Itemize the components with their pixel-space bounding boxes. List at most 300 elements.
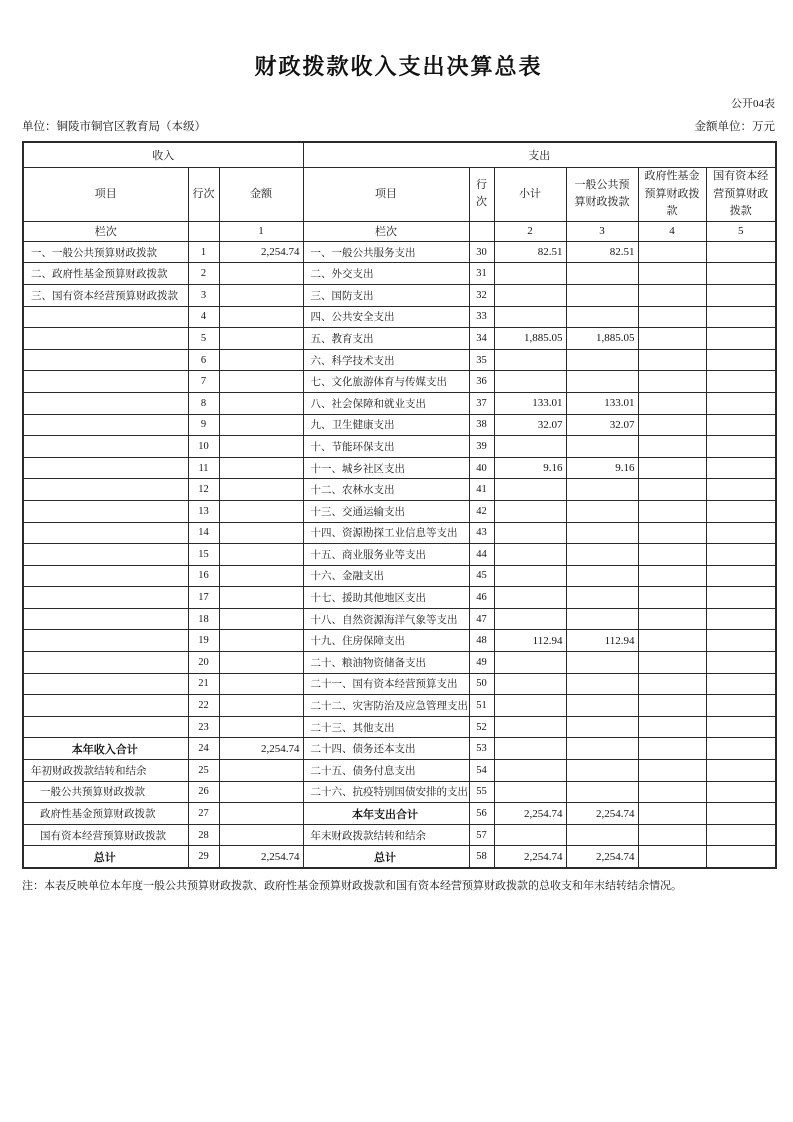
expenditure-subtotal-cell: [494, 824, 566, 846]
income-line-cell: 2: [188, 263, 219, 285]
expenditure-general-budget-cell: [566, 263, 638, 285]
expenditure-general-budget-cell: [566, 306, 638, 328]
expenditure-subtotal-cell: 112.94: [494, 630, 566, 652]
income-section-header: 收入: [23, 142, 303, 168]
expenditure-subtotal-cell: [494, 544, 566, 566]
expenditure-line-cell: 41: [469, 479, 494, 501]
expenditure-state-capital-cell: [706, 587, 776, 609]
expenditure-item-cell: 十、节能环保支出: [303, 436, 469, 458]
expenditure-general-budget-cell: [566, 738, 638, 760]
table-row: [23, 436, 776, 458]
expenditure-gov-fund-cell: [638, 306, 706, 328]
income-item-cell: 本年收入合计: [23, 738, 188, 760]
expenditure-state-capital-cell: [706, 760, 776, 782]
expenditure-line-cell: 31: [469, 263, 494, 285]
table-row: [23, 522, 776, 544]
unit-label: 单位：铜陵市铜官区教育局（本级）: [22, 121, 206, 133]
table-row: [23, 392, 776, 414]
expenditure-subtotal-cell: [494, 371, 566, 393]
income-amount-cell: [219, 436, 303, 458]
expenditure-gov-fund-cell: [638, 652, 706, 674]
income-item-cell: [23, 414, 188, 436]
income-amount-cell: [219, 544, 303, 566]
expenditure-state-capital-cell: [706, 695, 776, 717]
income-line-cell: 17: [188, 587, 219, 609]
income-amount-cell: [219, 608, 303, 630]
expenditure-subtotal-cell: 1,885.05: [494, 328, 566, 350]
expenditure-line-cell: 43: [469, 522, 494, 544]
expenditure-item-cell: 一、一般公共服务支出: [303, 241, 469, 263]
table-row: [23, 846, 776, 868]
expenditure-state-capital-cell: [706, 824, 776, 846]
expenditure-item-cell: 八、社会保障和就业支出: [303, 392, 469, 414]
expenditure-line-cell: 58: [469, 846, 494, 868]
expenditure-general-budget-index: 3: [566, 221, 638, 241]
expenditure-general-budget-cell: 2,254.74: [566, 803, 638, 825]
expenditure-gov-fund-cell: [638, 738, 706, 760]
income-line-cell: 29: [188, 846, 219, 868]
expenditure-line-cell: 33: [469, 306, 494, 328]
income-amount-cell: 2,254.74: [219, 846, 303, 868]
expenditure-subtotal-cell: [494, 349, 566, 371]
footnote: 注：本表反映单位本年度一般公共预算财政拨款、政府性基金预算财政拨款和国有资本经营预算财政拨款的总收支和年末结转结余情况。: [22, 880, 682, 892]
expenditure-subtotal-cell: [494, 652, 566, 674]
expenditure-general-budget-cell: [566, 716, 638, 738]
expenditure-gov-fund-cell: [638, 544, 706, 566]
income-line-cell: 23: [188, 716, 219, 738]
expenditure-general-budget-cell: [566, 349, 638, 371]
expenditure-item-cell: 十六、金融支出: [303, 565, 469, 587]
expenditure-general-budget-cell: [566, 522, 638, 544]
income-amount-cell: [219, 284, 303, 306]
expenditure-general-budget-cell: 112.94: [566, 630, 638, 652]
income-item-cell: 二、政府性基金预算财政拨款: [23, 263, 188, 285]
amount-unit-label: 金额单位：万元: [694, 121, 775, 133]
expenditure-state-capital-cell: [706, 500, 776, 522]
expenditure-item-cell: 二十六、抗疫特别国债安排的支出: [303, 781, 469, 803]
expenditure-subtotal-cell: [494, 587, 566, 609]
expenditure-general-budget-cell: 32.07: [566, 414, 638, 436]
income-item-cell: [23, 630, 188, 652]
expenditure-general-budget-cell: [566, 500, 638, 522]
expenditure-item-cell: 十五、商业服务业等支出: [303, 544, 469, 566]
expenditure-item-header: 项目: [303, 168, 469, 222]
income-amount-cell: [219, 371, 303, 393]
expenditure-subtotal-cell: [494, 522, 566, 544]
expenditure-gov-fund-cell: [638, 392, 706, 414]
table-row: [23, 824, 776, 846]
expenditure-line-cell: 50: [469, 673, 494, 695]
expenditure-line-cell: 38: [469, 414, 494, 436]
income-item-cell: 三、国有资本经营预算财政拨款: [23, 284, 188, 306]
expenditure-state-capital-cell: [706, 608, 776, 630]
expenditure-state-capital-cell: [706, 371, 776, 393]
expenditure-item-cell: 总计: [303, 846, 469, 868]
section-header-row: [23, 142, 776, 168]
expenditure-state-capital-cell: [706, 241, 776, 263]
table-row: [23, 565, 776, 587]
expenditure-gov-fund-cell: [638, 716, 706, 738]
income-item-cell: [23, 306, 188, 328]
table-row: [23, 500, 776, 522]
expenditure-item-cell: 三、国防支出: [303, 284, 469, 306]
income-amount-cell: 2,254.74: [219, 738, 303, 760]
table-row: [23, 803, 776, 825]
income-amount-cell: [219, 414, 303, 436]
expenditure-general-budget-cell: [566, 695, 638, 717]
income-line-cell: 4: [188, 306, 219, 328]
table-row: [23, 457, 776, 479]
income-item-cell: [23, 457, 188, 479]
expenditure-state-capital-cell: [706, 349, 776, 371]
expenditure-general-budget-cell: 82.51: [566, 241, 638, 263]
income-item-cell: [23, 392, 188, 414]
expenditure-general-budget-cell: [566, 652, 638, 674]
expenditure-item-cell: 二十四、债务还本支出: [303, 738, 469, 760]
income-line-cell: 1: [188, 241, 219, 263]
table-row: [23, 630, 776, 652]
expenditure-line-cell: 39: [469, 436, 494, 458]
expenditure-line-cell: 44: [469, 544, 494, 566]
expenditure-gov-fund-cell: [638, 803, 706, 825]
expenditure-state-capital-cell: [706, 673, 776, 695]
expenditure-subtotal-cell: [494, 781, 566, 803]
expenditure-general-budget-cell: [566, 760, 638, 782]
table-row: [23, 652, 776, 674]
income-line-cell: 13: [188, 500, 219, 522]
income-item-cell: [23, 608, 188, 630]
income-line-cell: 11: [188, 457, 219, 479]
expenditure-line-index: [469, 221, 494, 241]
expenditure-subtotal-cell: [494, 608, 566, 630]
expenditure-gov-fund-cell: [638, 436, 706, 458]
expenditure-line-header: 行次: [469, 168, 494, 222]
expenditure-subtotal-cell: 9.16: [494, 457, 566, 479]
expenditure-gov-fund-cell: [638, 263, 706, 285]
expenditure-state-capital-header: 国有资本经营预算财政拨款: [706, 168, 776, 222]
income-amount-cell: [219, 565, 303, 587]
income-item-cell: [23, 673, 188, 695]
table-row: [23, 263, 776, 285]
expenditure-section-header: 支出: [303, 142, 776, 168]
expenditure-state-capital-cell: [706, 716, 776, 738]
income-line-cell: 24: [188, 738, 219, 760]
expenditure-item-cell: 十二、农林水支出: [303, 479, 469, 501]
income-item-cell: [23, 436, 188, 458]
income-item-cell: [23, 716, 188, 738]
income-line-cell: 27: [188, 803, 219, 825]
expenditure-gov-fund-cell: [638, 457, 706, 479]
expenditure-item-cell: 七、文化旅游体育与传媒支出: [303, 371, 469, 393]
expenditure-state-capital-cell: [706, 565, 776, 587]
expenditure-item-cell: 十七、援助其他地区支出: [303, 587, 469, 609]
income-amount-index: 1: [219, 221, 303, 241]
expenditure-gov-fund-cell: [638, 695, 706, 717]
meta-row: [22, 118, 775, 134]
expenditure-general-budget-cell: [566, 608, 638, 630]
expenditure-line-cell: 48: [469, 630, 494, 652]
income-line-cell: 14: [188, 522, 219, 544]
expenditure-general-budget-cell: [566, 587, 638, 609]
expenditure-line-cell: 57: [469, 824, 494, 846]
income-item-cell: [23, 371, 188, 393]
income-line-cell: 20: [188, 652, 219, 674]
expenditure-subtotal-cell: [494, 479, 566, 501]
income-item-cell: 年初财政拨款结转和结余: [23, 760, 188, 782]
expenditure-general-budget-cell: 1,885.05: [566, 328, 638, 350]
expenditure-line-cell: 35: [469, 349, 494, 371]
expenditure-state-capital-cell: [706, 263, 776, 285]
expenditure-state-capital-index: 5: [706, 221, 776, 241]
table-row: [23, 673, 776, 695]
expenditure-item-cell: 五、教育支出: [303, 328, 469, 350]
expenditure-general-budget-cell: [566, 284, 638, 306]
income-amount-cell: [219, 824, 303, 846]
income-line-cell: 21: [188, 673, 219, 695]
income-amount-cell: [219, 457, 303, 479]
expenditure-subtotal-cell: [494, 500, 566, 522]
expenditure-line-cell: 30: [469, 241, 494, 263]
income-item-cell: [23, 522, 188, 544]
income-item-cell: 国有资本经营预算财政拨款: [23, 824, 188, 846]
income-amount-cell: [219, 760, 303, 782]
expenditure-gov-fund-cell: [638, 241, 706, 263]
column-header-row: [23, 168, 776, 222]
expenditure-gov-fund-cell: [638, 673, 706, 695]
expenditure-line-cell: 46: [469, 587, 494, 609]
expenditure-state-capital-cell: [706, 306, 776, 328]
expenditure-line-cell: 42: [469, 500, 494, 522]
income-line-cell: 19: [188, 630, 219, 652]
income-line-cell: 28: [188, 824, 219, 846]
income-line-cell: 25: [188, 760, 219, 782]
expenditure-item-cell: 十八、自然资源海洋气象等支出: [303, 608, 469, 630]
expenditure-state-capital-cell: [706, 630, 776, 652]
table-body: [23, 241, 776, 868]
expenditure-subtotal-cell: [494, 436, 566, 458]
table-row: [23, 760, 776, 782]
expenditure-gov-fund-cell: [638, 824, 706, 846]
expenditure-gov-fund-cell: [638, 371, 706, 393]
income-amount-header: 金额: [219, 168, 303, 222]
expenditure-item-cell: 九、卫生健康支出: [303, 414, 469, 436]
income-item-cell: [23, 565, 188, 587]
table-row: [23, 284, 776, 306]
expenditure-subtotal-cell: [494, 673, 566, 695]
expenditure-subtotal-cell: [494, 738, 566, 760]
income-line-cell: 7: [188, 371, 219, 393]
income-amount-cell: [219, 652, 303, 674]
income-amount-cell: [219, 500, 303, 522]
expenditure-line-cell: 49: [469, 652, 494, 674]
income-amount-cell: [219, 306, 303, 328]
income-line-cell: 22: [188, 695, 219, 717]
income-line-cell: 8: [188, 392, 219, 414]
income-amount-cell: [219, 522, 303, 544]
expenditure-state-capital-cell: [706, 652, 776, 674]
income-item-cell: [23, 652, 188, 674]
income-line-cell: 18: [188, 608, 219, 630]
fiscal-allocation-table: [22, 141, 777, 869]
table-row: [23, 716, 776, 738]
expenditure-general-budget-cell: 9.16: [566, 457, 638, 479]
expenditure-item-cell: 年末财政拨款结转和结余: [303, 824, 469, 846]
expenditure-state-capital-cell: [706, 781, 776, 803]
expenditure-gov-fund-cell: [638, 608, 706, 630]
table-row: [23, 608, 776, 630]
table-row: [23, 328, 776, 350]
income-item-cell: 政府性基金预算财政拨款: [23, 803, 188, 825]
income-amount-cell: [219, 587, 303, 609]
expenditure-item-cell: 二、外交支出: [303, 263, 469, 285]
expenditure-general-budget-cell: [566, 544, 638, 566]
expenditure-general-budget-cell: [566, 371, 638, 393]
income-item-cell: 总计: [23, 846, 188, 868]
expenditure-line-cell: 51: [469, 695, 494, 717]
expenditure-gov-fund-cell: [638, 500, 706, 522]
expenditure-item-cell: 二十一、国有资本经营预算支出: [303, 673, 469, 695]
expenditure-state-capital-cell: [706, 436, 776, 458]
expenditure-line-cell: 53: [469, 738, 494, 760]
income-item-cell: [23, 587, 188, 609]
income-amount-cell: [219, 630, 303, 652]
expenditure-subtotal-cell: [494, 284, 566, 306]
expenditure-state-capital-cell: [706, 284, 776, 306]
expenditure-line-cell: 40: [469, 457, 494, 479]
expenditure-state-capital-cell: [706, 479, 776, 501]
expenditure-subtotal-cell: [494, 263, 566, 285]
expenditure-subtotal-cell: 32.07: [494, 414, 566, 436]
table-row: [23, 587, 776, 609]
income-amount-cell: 2,254.74: [219, 241, 303, 263]
expenditure-subtotal-cell: [494, 306, 566, 328]
expenditure-subtotal-cell: [494, 760, 566, 782]
table-row: [23, 544, 776, 566]
expenditure-subtotal-cell: 133.01: [494, 392, 566, 414]
expenditure-state-capital-cell: [706, 392, 776, 414]
expenditure-item-cell: 二十二、灾害防治及应急管理支出: [303, 695, 469, 717]
expenditure-general-budget-cell: [566, 479, 638, 501]
income-index-label: 栏次: [23, 221, 188, 241]
expenditure-item-cell: 二十、粮油物资储备支出: [303, 652, 469, 674]
expenditure-general-budget-cell: 133.01: [566, 392, 638, 414]
income-line-cell: 6: [188, 349, 219, 371]
table-row: [23, 414, 776, 436]
table-row: [23, 738, 776, 760]
expenditure-general-budget-cell: [566, 436, 638, 458]
income-item-cell: [23, 544, 188, 566]
expenditure-general-budget-header: 一般公共预算财政拨款: [566, 168, 638, 222]
income-amount-cell: [219, 695, 303, 717]
expenditure-gov-fund-cell: [638, 284, 706, 306]
expenditure-gov-fund-cell: [638, 587, 706, 609]
expenditure-general-budget-cell: 2,254.74: [566, 846, 638, 868]
expenditure-item-cell: 本年支出合计: [303, 803, 469, 825]
expenditure-state-capital-cell: [706, 803, 776, 825]
expenditure-line-cell: 37: [469, 392, 494, 414]
income-amount-cell: [219, 263, 303, 285]
expenditure-item-cell: 十一、城乡社区支出: [303, 457, 469, 479]
expenditure-gov-fund-cell: [638, 630, 706, 652]
income-line-cell: 15: [188, 544, 219, 566]
income-amount-cell: [219, 392, 303, 414]
income-line-header: 行次: [188, 168, 219, 222]
income-item-cell: [23, 500, 188, 522]
table-row: [23, 306, 776, 328]
expenditure-gov-fund-cell: [638, 479, 706, 501]
expenditure-gov-fund-index: 4: [638, 221, 706, 241]
expenditure-state-capital-cell: [706, 457, 776, 479]
page-title: 财政拨款收入支出决算总表: [254, 54, 543, 79]
expenditure-item-cell: 六、科学技术支出: [303, 349, 469, 371]
income-amount-cell: [219, 328, 303, 350]
income-line-cell: 3: [188, 284, 219, 306]
expenditure-subtotal-cell: 2,254.74: [494, 846, 566, 868]
income-item-header: 项目: [23, 168, 188, 222]
expenditure-item-cell: 二十五、债务付息支出: [303, 760, 469, 782]
table-row: [23, 781, 776, 803]
expenditure-gov-fund-cell: [638, 781, 706, 803]
income-line-cell: 5: [188, 328, 219, 350]
income-item-cell: [23, 695, 188, 717]
expenditure-subtotal-cell: [494, 565, 566, 587]
expenditure-state-capital-cell: [706, 738, 776, 760]
expenditure-index-label: 栏次: [303, 221, 469, 241]
expenditure-item-cell: 十九、住房保障支出: [303, 630, 469, 652]
expenditure-state-capital-cell: [706, 328, 776, 350]
income-line-cell: 10: [188, 436, 219, 458]
expenditure-item-cell: 四、公共安全支出: [303, 306, 469, 328]
expenditure-gov-fund-cell: [638, 565, 706, 587]
expenditure-gov-fund-cell: [638, 349, 706, 371]
expenditure-gov-fund-header: 政府性基金预算财政拨款: [638, 168, 706, 222]
expenditure-subtotal-cell: 82.51: [494, 241, 566, 263]
income-line-cell: 16: [188, 565, 219, 587]
expenditure-general-budget-cell: [566, 565, 638, 587]
income-line-index: [188, 221, 219, 241]
expenditure-subtotal-cell: [494, 716, 566, 738]
expenditure-line-cell: 56: [469, 803, 494, 825]
expenditure-subtotal-cell: 2,254.74: [494, 803, 566, 825]
expenditure-gov-fund-cell: [638, 328, 706, 350]
expenditure-line-cell: 47: [469, 608, 494, 630]
expenditure-gov-fund-cell: [638, 760, 706, 782]
income-amount-cell: [219, 716, 303, 738]
expenditure-line-cell: 36: [469, 371, 494, 393]
expenditure-line-cell: 52: [469, 716, 494, 738]
expenditure-subtotal-header: 小计: [494, 168, 566, 222]
expenditure-gov-fund-cell: [638, 846, 706, 868]
expenditure-gov-fund-cell: [638, 522, 706, 544]
income-amount-cell: [219, 479, 303, 501]
expenditure-general-budget-cell: [566, 673, 638, 695]
income-item-cell: [23, 349, 188, 371]
income-amount-cell: [219, 803, 303, 825]
table-row: [23, 349, 776, 371]
income-item-cell: 一、一般公共预算财政拨款: [23, 241, 188, 263]
expenditure-line-cell: 32: [469, 284, 494, 306]
income-item-cell: 一般公共预算财政拨款: [23, 781, 188, 803]
expenditure-line-cell: 55: [469, 781, 494, 803]
table-code: 公开04表: [731, 98, 775, 110]
expenditure-subtotal-index: 2: [494, 221, 566, 241]
table-row: [23, 371, 776, 393]
income-line-cell: 12: [188, 479, 219, 501]
income-line-cell: 9: [188, 414, 219, 436]
expenditure-general-budget-cell: [566, 824, 638, 846]
income-item-cell: [23, 479, 188, 501]
income-item-cell: [23, 328, 188, 350]
